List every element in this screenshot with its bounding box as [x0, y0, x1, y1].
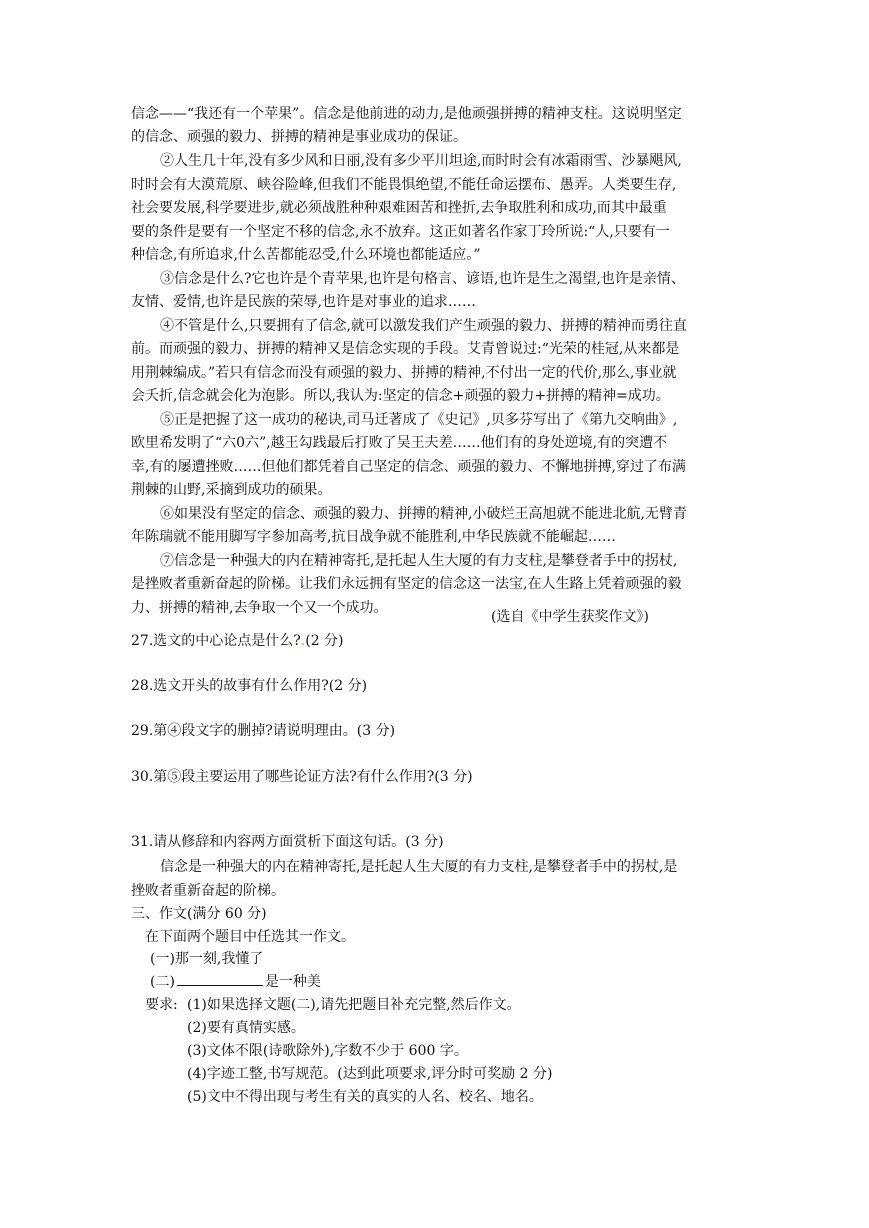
essay-heading: 三、作文(满分 60 分) — [131, 906, 267, 922]
essay-topic-2 — [150, 971, 321, 993]
question-30: 30.第⑤段主要运用了哪些论证方法?有什么作用?(3 分) — [131, 769, 473, 785]
passage-line: 会夭折,信念就会化为泡影。所以,我认为:坚定的信念+顽强的毅力+拼搏的精神=成功。 — [131, 388, 670, 404]
passage-line: 是挫败者重新奋起的阶梯。让我们永远拥有坚定的信念这一法宝,在人生路上凭着顽强的毅 — [131, 576, 682, 592]
passage-line: 幸,有的屡遭挫败……但他们都凭着自己坚定的信念、顽强的毅力、不懈地拼搏,穿过了布满 — [131, 459, 686, 475]
emphasis-dot: . — [300, 633, 306, 649]
passage-line: 力、拼搏的精神,去争取一个又一个成功。 — [131, 600, 388, 616]
paragraph-2-start: ②人生几十年,没有多少风和日丽,没有多少平川坦途,而时时会有冰霜雨雪、沙暴飓风, — [160, 153, 682, 169]
requirement-4: (4)字迹工整,书写规范。(达到此项要求,评分时可奖励 2 分) — [187, 1066, 553, 1082]
essay-topic-1: (一)那一刻,我懂了 — [150, 951, 264, 967]
question-28: 28.选文开头的故事有什么作用?(2 分) — [131, 678, 368, 694]
essay-topic-2-prefix: (二) — [150, 974, 175, 990]
paragraph-7-start: ⑦信念是一种强大的内在精神寄托,是托起人生大厦的有力支柱,是攀登者手中的拐杖, — [160, 553, 678, 569]
question-27 — [131, 630, 344, 652]
question-27-text: 27.选文的中心论点是什么? — [131, 633, 301, 649]
passage-line: 前。而顽强的毅力、拼搏的精神又是信念实现的手段。艾青曾说过:“光荣的桂冠,从来都是 — [131, 341, 680, 357]
requirement-5: (5)文中不得出现与考生有关的真实的人名、校名、地名。 — [187, 1089, 543, 1105]
passage-line: 时时会有大漠荒原、峡谷险峰,但我们不能畏惧绝望,不能任命运摆布、愚弄。人类要生存, — [131, 177, 677, 193]
passage-line: 社会要发展,科学要进步,就必须战胜种种艰难困苦和挫折,去争取胜利和成功,而其中最重 — [131, 200, 667, 216]
paragraph-3-start: ③信念是什么?它也许是个青苹果,也许是句格言、谚语,也许是生之渴望,也许是亲情、 — [160, 271, 685, 287]
question-29: 29.第④段文字的删掉?请说明理由。(3 分) — [131, 723, 396, 739]
essay-topic-2-suffix: 是一种美 — [264, 974, 321, 990]
requirements-label: 要求: — [145, 997, 178, 1013]
paragraph-4-start: ④不管是什么,只要拥有了信念,就可以激发我们产生顽强的毅力、拼搏的精神而勇往直 — [160, 318, 687, 334]
passage-line: 欧里希发明了“六0六”,越王勾践最后打败了吴王夫差……他们有的身处逆境,有的突遭不 — [131, 435, 668, 451]
passage-line: 的信念、顽强的毅力、拼搏的精神是事业成功的保证。 — [131, 129, 467, 145]
question-31-quote: 挫败者重新奋起的阶梯。 — [131, 883, 285, 899]
fill-in-blank — [177, 971, 263, 986]
passage-line: 要的条件是要有一个坚定不移的信念,永不放弃。这正如著名作家丁玲所说:“人,只要有一 — [131, 224, 670, 240]
requirement-2: (2)要有真情实感。 — [187, 1020, 305, 1036]
paragraph-5-start: ⑤正是把握了这一成功的秘诀,司马迁著成了《史记》,贝多芬写出了《第九交响曲》, — [160, 412, 678, 428]
passage-line: 年陈瑞就不能用脚写字参加高考,抗日战争就不能胜利,中华民族就不能崛起…… — [131, 529, 616, 545]
question-27-score: (2 分) — [305, 633, 344, 649]
paragraph-6-start: ⑥如果没有坚定的信念、顽强的毅力、拼搏的精神,小破烂王高旭就不能进北航,无臂青 — [160, 506, 687, 522]
question-31-quote: 信念是一种强大的内在精神寄托,是托起人生大厦的有力支柱,是攀登者手中的拐杖,是 — [160, 859, 678, 875]
essay-instruction: 在下面两个题目中任选其一作文。 — [145, 929, 355, 945]
passage-line: 荆棘的山野,采摘到成功的硕果。 — [131, 482, 332, 498]
passage-line: 用荆棘编成。”若只有信念而没有顽强的毅力、拼搏的精神,不付出一定的代价,那么,事业就 — [131, 365, 677, 381]
passage-line: 友情、爱情,也许是民族的荣辱,也许是对事业的追求…… — [131, 294, 476, 310]
source-citation: (选自《中学生获奖作文》) — [491, 609, 649, 625]
passage-line: 种信念,有所追求,什么苦都能忍受,什么环境也都能适应。” — [131, 247, 481, 263]
question-31: 31.请从修辞和内容两方面赏析下面这句话。(3 分) — [131, 834, 444, 850]
requirement-3: (3)文体不限(诗歌除外),字数不少于 600 字。 — [187, 1043, 468, 1059]
passage-line: 信念——“我还有一个苹果”。信念是他前进的动力,是他顽强拼搏的精神支柱。这说明坚定 — [131, 106, 682, 122]
requirement-1: (1)如果选择文题(二),请先把题目补充完整,然后作文。 — [187, 997, 521, 1013]
